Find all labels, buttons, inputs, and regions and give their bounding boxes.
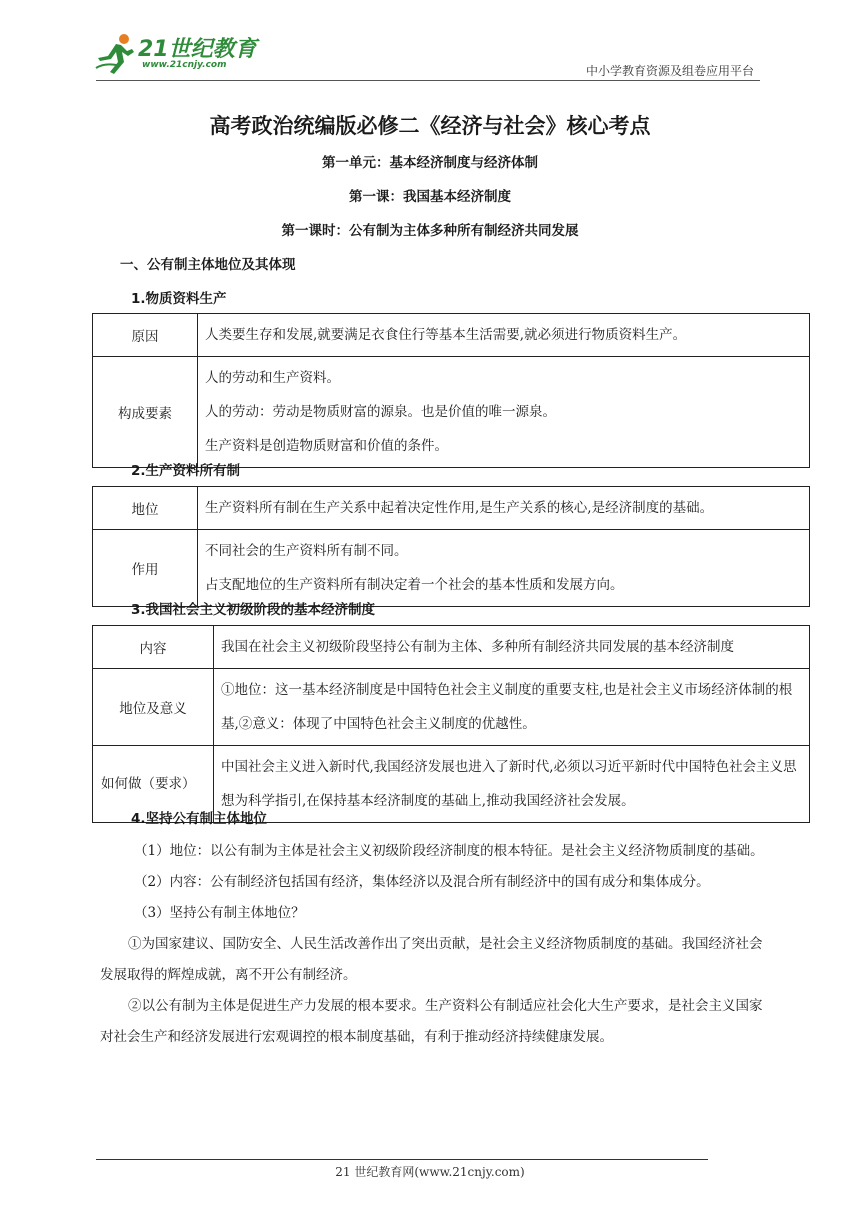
table-material-production: [92, 313, 810, 468]
row-content: ①地位：这一基本经济制度是中国特色社会主义制度的重要支柱,也是社会主义市场经济体制的根基,②意义：体现了中国特色社会主义制度的优越性。: [214, 669, 810, 746]
logo-url: www.21cnjy.com: [142, 60, 227, 70]
site-logo[interactable]: [94, 32, 264, 78]
unit-heading: 第一单元：基本经济制度与经济体制: [322, 155, 538, 171]
footer-text[interactable]: 21 世纪教育网(www.21cnjy.com): [335, 1165, 525, 1179]
footer-divider: [96, 1159, 708, 1160]
paragraph: （2）内容：公有制经济包括国有经济，集体经济以及混合所有制经济中的国有成分和集体成分。: [134, 874, 710, 890]
period-heading: 第一课时：公有制为主体多种所有制经济共同发展: [281, 223, 579, 239]
row-content: [198, 530, 810, 607]
subsection-heading-2: 2.生产资料所有制: [131, 463, 241, 479]
content-line: 占支配地位的生产资料所有制决定着一个社会的基本性质和发展方向。: [205, 577, 624, 593]
table-row: [93, 669, 810, 746]
page-header: [0, 0, 860, 90]
body-text: [100, 836, 764, 1053]
paragraph: （3）坚持公有制主体地位？: [134, 905, 305, 921]
table-row: [93, 314, 810, 357]
table-basic-economic-system: [92, 625, 810, 823]
table-row: [93, 487, 810, 530]
section-heading: 一、公有制主体地位及其体现: [120, 257, 296, 273]
table-row: [93, 530, 810, 607]
row-content: 中国社会主义进入新时代,我国经济发展也进入了新时代,必须以习近平新时代中国特色社会主义思想为科学指引,在保持基本经济制度的基础上,推动我国经济社会发展。: [214, 746, 810, 823]
row-label: 内容: [93, 626, 214, 669]
row-content: 人类要生存和发展,就要满足衣食住行等基本生活需要,就必须进行物质资料生产。: [198, 314, 810, 357]
header-divider: [96, 80, 760, 81]
paragraph: ①为国家建议、国防安全、人民生活改善作出了突出贡献，是社会主义经济物质制度的基础。我国经济社会发展取得的辉煌成就，离不开公有制经济。: [100, 936, 763, 983]
lesson-heading: 第一课：我国基本经济制度: [349, 189, 511, 205]
row-content: 生产资料所有制在生产关系中起着决定性作用,是生产关系的核心,是经济制度的基础。: [198, 487, 810, 530]
content-line: 生产资料是创造物质财富和价值的条件。: [205, 438, 448, 454]
logo-text: 21世纪教育: [138, 37, 257, 62]
runner-logo-icon: [94, 32, 138, 76]
paragraph: （1）地位：以公有制为主体是社会主义初级阶段经济制度的根本特征。是社会主义经济物质制度的基础。: [134, 843, 764, 859]
row-label: 原因: [93, 314, 198, 357]
subsection-heading-1: 1.物质资料生产: [131, 291, 227, 307]
paragraph: ②以公有制为主体是促进生产力发展的根本要求。生产资料公有制适应社会化大生产要求，是社会主义国家对社会生产和经济发展进行宏观调控的根本制度基础，有利于推动经济持续健康发展。: [100, 998, 763, 1045]
table-ownership: [92, 486, 810, 607]
subsection-heading-4: 4.坚持公有制主体地位: [131, 811, 268, 827]
row-label: 构成要素: [93, 357, 198, 468]
table-row: [93, 357, 810, 468]
row-label: 作用: [93, 530, 198, 607]
row-label: 如何做（要求）: [93, 746, 214, 823]
row-content: 我国在社会主义初级阶段坚持公有制为主体、多种所有制经济共同发展的基本经济制度: [214, 626, 810, 669]
row-content: [198, 357, 810, 468]
table-row: [93, 626, 810, 669]
content-line: 不同社会的生产资料所有制不同。: [205, 543, 408, 559]
row-label: 地位: [93, 487, 198, 530]
row-label: 地位及意义: [93, 669, 214, 746]
platform-tagline: 中小学教育资源及组卷应用平台: [585, 64, 754, 78]
content-line: 人的劳动和生产资料。: [205, 370, 340, 386]
subsection-heading-3: 3.我国社会主义初级阶段的基本经济制度: [131, 602, 376, 618]
content-line: 人的劳动：劳动是物质财富的源泉。也是价值的唯一源泉。: [205, 404, 556, 420]
document-title: 高考政治统编版必修二《经济与社会》核心考点: [209, 113, 651, 138]
